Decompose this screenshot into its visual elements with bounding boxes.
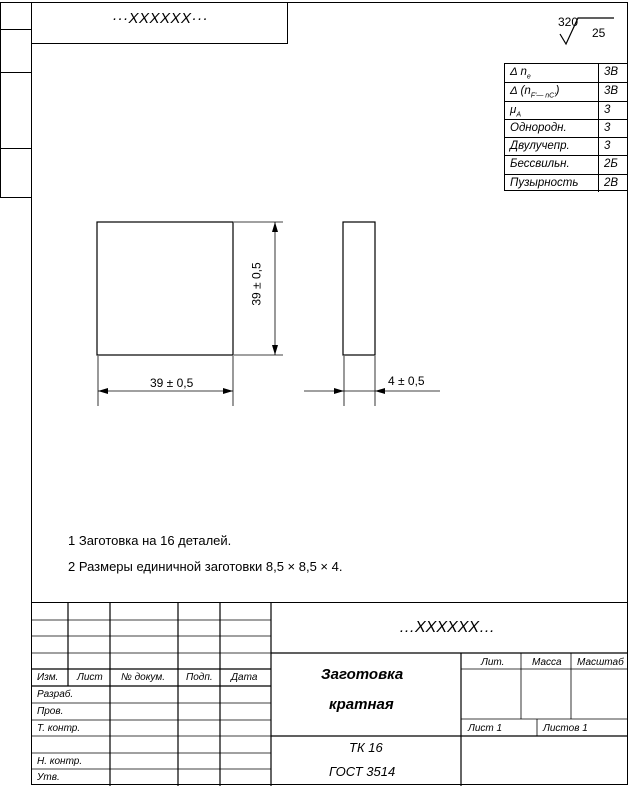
- properties-table: [504, 63, 628, 191]
- property-value: 3: [604, 140, 611, 153]
- property-value: 2В: [604, 176, 619, 189]
- designation-text: …XXXXXX…: [399, 619, 496, 636]
- mass-label: Масса: [532, 657, 562, 668]
- col-header-izm: Изм.: [37, 672, 59, 683]
- roughness-base: 25: [592, 26, 606, 40]
- property-row: [505, 155, 627, 173]
- property-name: Пузырность: [510, 176, 579, 189]
- property-value: 3В: [604, 85, 619, 98]
- property-value: 3: [604, 121, 611, 134]
- col-header-doc: № докум.: [121, 672, 166, 683]
- note-2: 2 Размеры единичной заготовки 8,5 × 8,5 × 4.: [68, 559, 343, 574]
- title-line-2: кратная: [329, 696, 394, 713]
- note-1: 1 Заготовка на 16 деталей.: [68, 533, 232, 548]
- property-name: Бессвильн.: [510, 158, 570, 171]
- top-stamp-box: [31, 2, 288, 44]
- property-name: $\mu_A$: [510, 103, 521, 118]
- property-value: 2Б: [604, 158, 618, 171]
- role-n-kontr: Н. контр.: [37, 756, 83, 767]
- sheets-label: Листов 1: [543, 723, 588, 734]
- property-row: [505, 64, 627, 82]
- property-row: [505, 82, 627, 100]
- margin-divider-1: [0, 29, 32, 30]
- role-t-kontr: Т. контр.: [37, 723, 81, 734]
- col-header-sign: Подп.: [186, 672, 213, 683]
- sheet-label: Лист 1: [468, 723, 503, 734]
- top-stamp-text: ···XXXXXX···: [112, 10, 208, 27]
- property-name: Однородн.: [510, 121, 567, 134]
- title-block-grid: [31, 603, 628, 786]
- doc-code: ТК 16: [349, 740, 383, 755]
- lit-label: Лит.: [481, 657, 505, 668]
- role-utv: Утв.: [37, 772, 60, 783]
- property-name: Двулучепр.: [510, 140, 570, 153]
- part-side-view: [343, 222, 375, 355]
- property-value: 3: [604, 103, 611, 116]
- title-line-1: Заготовка: [321, 666, 404, 683]
- height-dimension-label: 39 ± 0,5: [249, 262, 264, 306]
- thickness-dimension-label: 4 ± 0,5: [388, 374, 425, 388]
- property-row: [505, 137, 627, 155]
- property-name: Δ $n_e$: [510, 66, 531, 81]
- title-block: [31, 602, 628, 786]
- property-row: [505, 119, 627, 137]
- col-header-date: Дата: [231, 672, 258, 683]
- part-front-view: [97, 222, 233, 355]
- role-prov: Пров.: [37, 706, 64, 717]
- width-dimension-label: 39 ± 0,5: [150, 376, 194, 390]
- property-row: [505, 101, 627, 119]
- left-margin-strip: [0, 2, 32, 198]
- scale-label: Масштаб: [577, 657, 624, 668]
- role-razrab: Разраб.: [37, 689, 74, 700]
- col-header-list: Лист: [77, 672, 103, 683]
- property-row: [505, 174, 627, 192]
- margin-divider-2: [0, 72, 32, 73]
- roughness-value: 320: [558, 15, 579, 29]
- property-value: 3В: [604, 66, 619, 78]
- standard-code: ГОСТ 3514: [329, 764, 396, 779]
- margin-divider-3: [0, 148, 32, 149]
- property-name: Δ $(n_{F'— nC'})$: [510, 85, 560, 100]
